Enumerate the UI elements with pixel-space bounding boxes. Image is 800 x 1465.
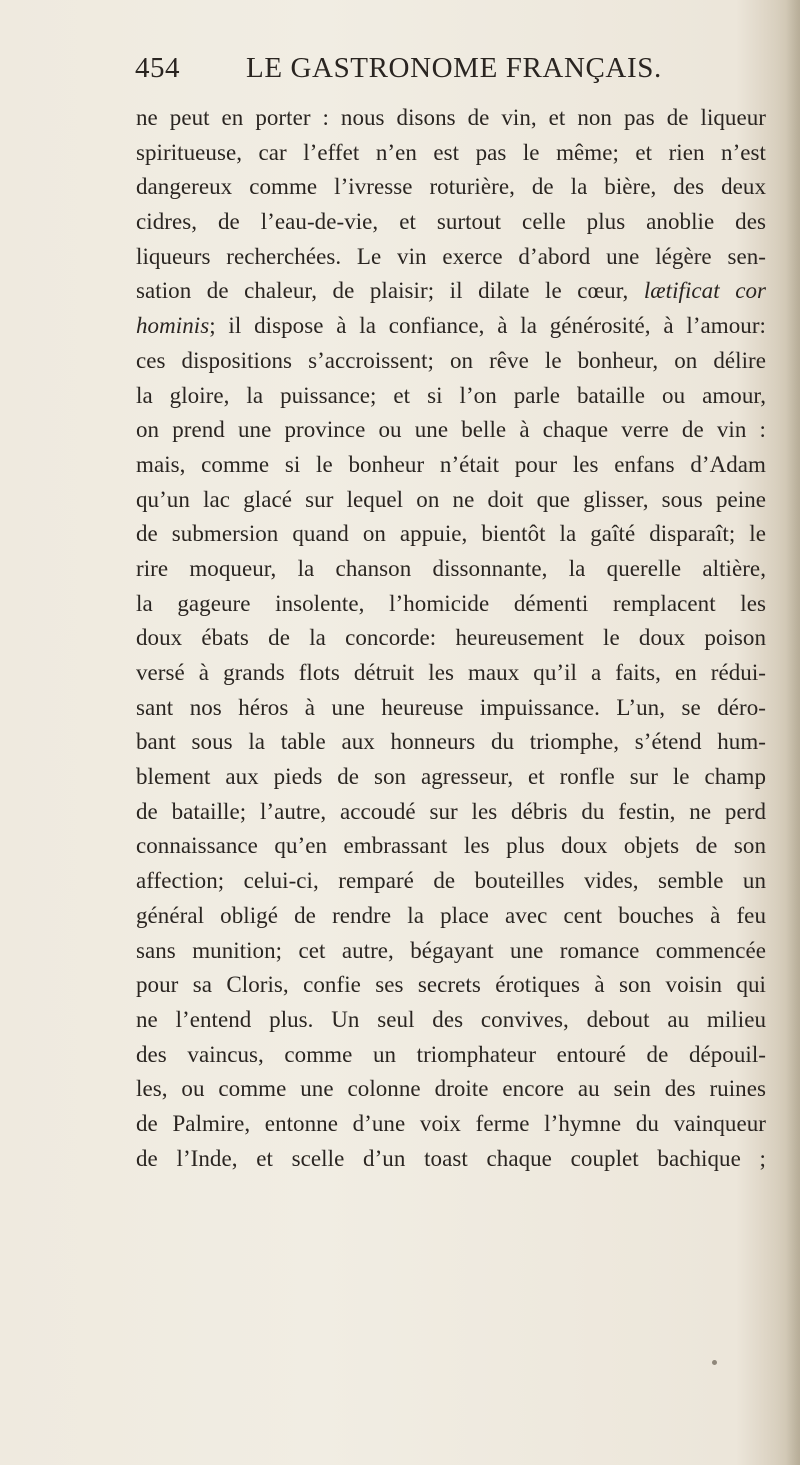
page-header — [135, 52, 770, 92]
text-line: ne peut en porter : nous disons de vin, et non pas de liqueur — [136, 105, 766, 130]
text-line: de Palmire, entonne d’une voix ferme l’hymne du vainqueur — [136, 1110, 766, 1136]
text-line: liqueurs recherchées. Le vin exerce d’abord une légère sen- — [136, 243, 766, 269]
text-line: des vaincus, comme un triomphateur entouré de dépouil- — [136, 1041, 766, 1067]
latin-phrase: hominis — [136, 313, 210, 339]
text-line: versé à grands flots détruit les maux qu’il a faits, en rédui- — [136, 660, 766, 685]
body-text — [136, 101, 766, 1176]
text-line: de submersion quand on appuie, bientôt la gaîté disparaît; le — [136, 521, 766, 547]
text-line: doux ébats de la concorde: heureusement le doux poison — [136, 625, 766, 651]
text-line: ces dispositions s’accroissent; on rêve le bonheur, on délire — [136, 347, 766, 373]
text-line: bant sous la table aux honneurs du triomphe, s’étend hum- — [136, 729, 766, 755]
paper-speck — [712, 1360, 717, 1365]
text-line: ne l’entend plus. Un seul des convives, debout au milieu — [136, 1006, 766, 1032]
text-line: cidres, de l’eau-de-vie, et surtout celle plus anoblie des — [136, 209, 766, 235]
text-line: rire moqueur, la chanson dissonnante, la querelle altière, — [136, 555, 766, 581]
text-line: de bataille; l’autre, accoudé sur les débris du festin, ne perd — [136, 798, 766, 824]
text-line: général obligé de rendre la place avec cent bouches à feu — [136, 902, 766, 928]
text-line: sation de chaleur, de plaisir; il dilate le cœur, lætificat cor — [136, 278, 767, 304]
page-number: 454 — [135, 52, 180, 84]
text-line: la gageure insolente, l’homicide démenti remplacent les — [136, 590, 766, 616]
text-line: on prend une province ou une belle à chaque verre de vin : — [136, 417, 766, 443]
text-line: connaissance qu’en embrassant les plus doux objets de son — [136, 833, 766, 859]
text-line: sans munition; cet autre, bégayant une romance commencée — [136, 937, 766, 963]
text-line: spiritueuse, car l’effet n’en est pas le même; et rien n’est — [136, 139, 766, 165]
text-line: pour sa Cloris, confie ses secrets érotiques à son voisin qui — [136, 972, 766, 998]
text-line: blement aux pieds de son agresseur, et ronfle sur le champ — [136, 764, 766, 790]
text-line: les, ou comme une colonne droite encore au sein des ruines — [136, 1076, 766, 1102]
text-line: qu’un lac glacé sur lequel on ne doit que glisser, sous peine — [136, 486, 766, 512]
latin-phrase: lætificat cor — [643, 278, 767, 304]
text-line: la gloire, la puissance; et si l’on parle bataille ou amour, — [136, 382, 766, 408]
text-line: hominis; il dispose à la confiance, à la générosité, à l’amour: — [136, 313, 766, 339]
text-line: affection; celui-ci, remparé de bouteilles vides, semble un — [136, 868, 766, 894]
page-edge-shadow — [786, 0, 800, 1465]
text-line: dangereux comme l’ivresse roturière, de la bière, des deux — [136, 174, 766, 200]
text-line: mais, comme si le bonheur n’était pour les enfans d’Adam — [136, 451, 766, 477]
running-title: LE GASTRONOME FRANÇAIS. — [246, 52, 662, 84]
text-line: de l’Inde, et scelle d’un toast chaque couplet bachique ; — [136, 1145, 766, 1171]
text-line: sant nos héros à une heureuse impuissance. L’un, se déro- — [136, 694, 766, 720]
